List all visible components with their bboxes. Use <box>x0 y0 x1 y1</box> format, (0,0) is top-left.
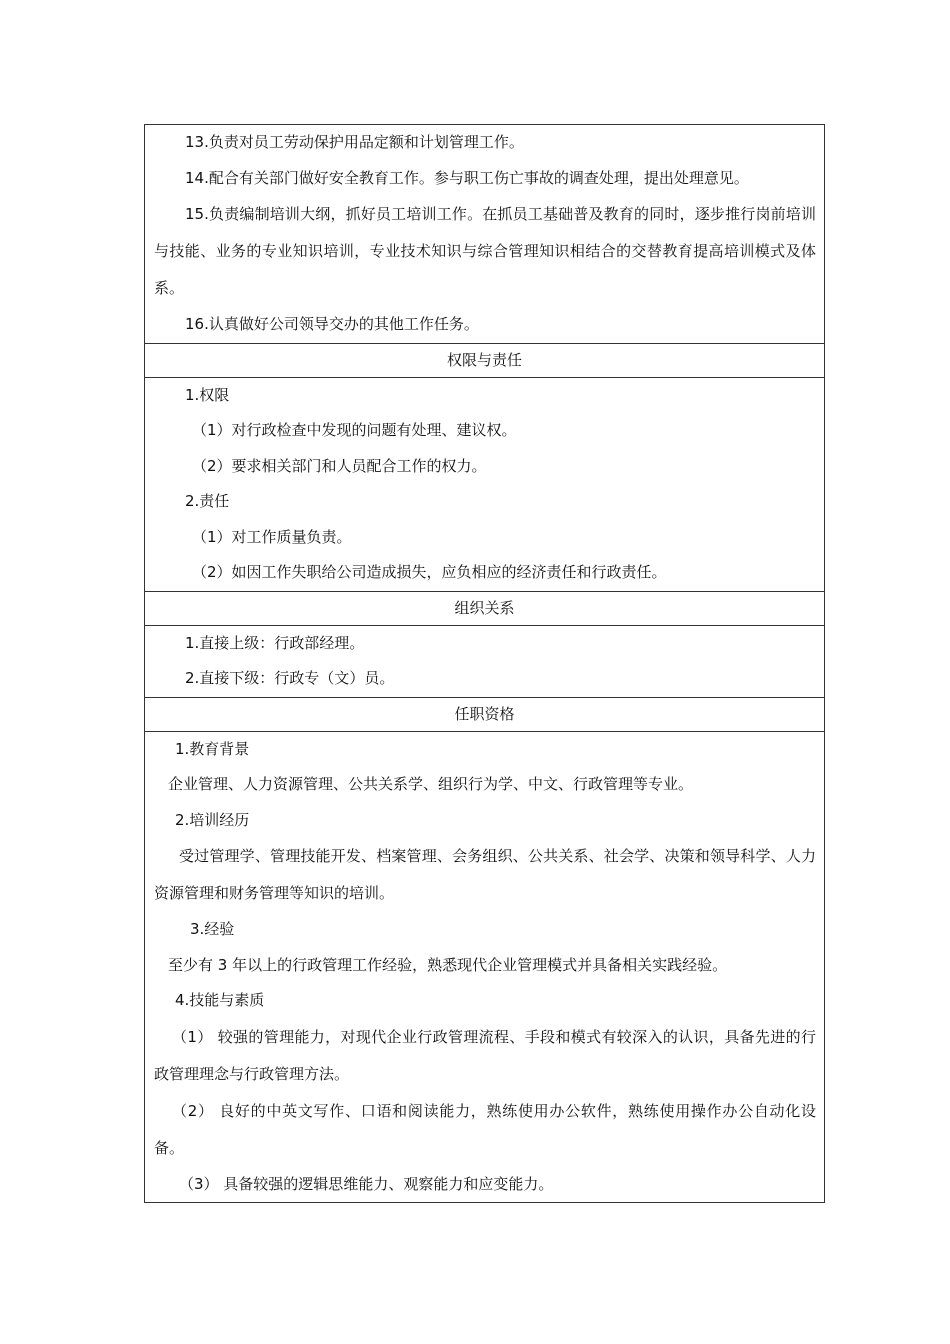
authority-header: 权限与责任 <box>145 343 824 377</box>
education-title: 1.教育背景 <box>175 739 250 758</box>
duty-item-15: 15.负责编制培训大纲，抓好员工培训工作。在抓员工基础普及教育的同时，逐步推行岗前培训与技能、业务的专业知识培训，专业技术知识与综合管理知识相结合的交替教育提高培训模式及体系。 <box>154 205 816 297</box>
responsibility-title: 2.责任 <box>185 492 230 510</box>
organization-section <box>145 625 824 697</box>
authority-section <box>145 377 824 591</box>
skills-title: 4.技能与素质 <box>175 991 265 1009</box>
direct-subordinate: 2.直接下级：行政专（文）员。 <box>185 669 395 687</box>
power-item-2: （2）要求相关部门和人员配合工作的权力。 <box>192 456 487 475</box>
power-item-1: （1）对行政检查中发现的问题有处理、建议权。 <box>192 421 517 439</box>
direct-superior: 1.直接上级：行政部经理。 <box>185 633 365 652</box>
duty-item-14: 14.配合有关部门做好安全教育工作。参与职工伤亡事故的调查处理，提出处理意见。 <box>185 168 749 187</box>
duty-item-13: 13.负责对员工劳动保护用品定额和计划管理工作。 <box>185 133 524 151</box>
skill-item-2: （2） 良好的中英文写作、口语和阅读能力，熟练使用办公软件，熟练使用操作办公自动化设备。 <box>154 1101 816 1157</box>
duty-item-16: 16.认真做好公司领导交办的其他工作任务。 <box>185 315 479 333</box>
powers-title: 1.权限 <box>185 385 230 404</box>
skill-item-1: （1） 较强的管理能力，对现代企业行政管理流程、手段和模式有较深入的认识，具备先进的行政管理理念与行政管理方法。 <box>154 1027 816 1083</box>
skill-item-3: （3） 具备较强的逻辑思维能力、观察能力和应变能力。 <box>179 1174 554 1193</box>
experience-title: 3.经验 <box>190 920 235 938</box>
experience-text: 至少有 3 年以上的行政管理工作经验，熟悉现代企业管理模式并具备相关实践经验。 <box>168 955 728 974</box>
duties-section <box>145 125 824 343</box>
qualifications-section <box>145 731 824 1203</box>
training-text: 受过管理学、管理技能开发、档案管理、会务组织、公共关系、社会学、决策和领导科学、人力资源管理和财务管理等知识的培训。 <box>154 847 816 902</box>
responsibility-item-1: （1）对工作质量负责。 <box>192 527 352 546</box>
job-description-table <box>144 124 825 1203</box>
training-title: 2.培训经历 <box>175 810 250 829</box>
responsibility-item-2: （2）如因工作失职给公司造成损失，应负相应的经济责任和行政责任。 <box>192 563 667 581</box>
qualifications-header: 任职资格 <box>145 697 824 731</box>
organization-header: 组织关系 <box>145 591 824 625</box>
education-text: 企业管理、人力资源管理、公共关系学、组织行为学、中文、行政管理等专业。 <box>168 775 694 793</box>
